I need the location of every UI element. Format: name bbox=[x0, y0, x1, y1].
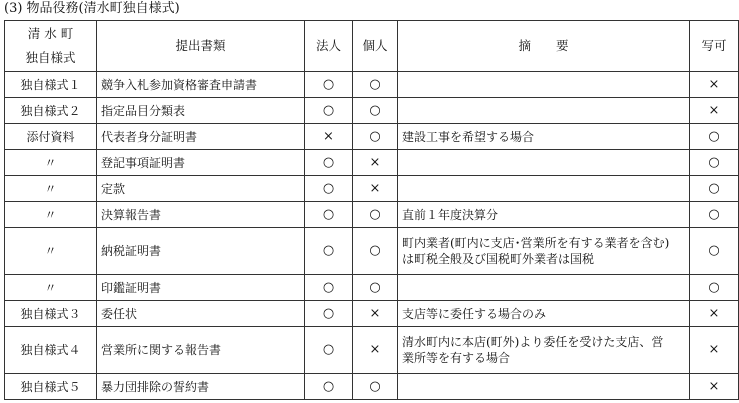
cell-corporation: ○ bbox=[305, 150, 353, 176]
cell-corporation: ○ bbox=[305, 176, 353, 202]
table-row bbox=[5, 72, 739, 98]
cell-remarks bbox=[398, 176, 690, 202]
cell-individual: ○ bbox=[353, 98, 398, 124]
cell-form: 独自様式２ bbox=[5, 98, 97, 124]
cell-form: 〃 bbox=[5, 176, 97, 202]
remarks-line: 清水町内に本店(町外)より委任を受けた支店、営 bbox=[402, 335, 664, 349]
cell-corporation: ○ bbox=[305, 72, 353, 98]
cell-corporation: × bbox=[305, 124, 353, 150]
remarks-line: 支店等に委任する場合のみ bbox=[402, 306, 547, 321]
header-copy: 写可 bbox=[690, 21, 739, 72]
cell-corporation: ○ bbox=[305, 275, 353, 301]
table-row bbox=[5, 301, 739, 327]
cell-document: 代表者身分証明書 bbox=[97, 124, 305, 150]
cell-individual: × bbox=[353, 150, 398, 176]
cell-copy: ○ bbox=[690, 202, 739, 228]
cell-remarks bbox=[398, 228, 690, 275]
cell-form: 独自様式１ bbox=[5, 72, 97, 98]
header-form-line2: 独自様式 bbox=[25, 50, 76, 65]
table-row bbox=[5, 176, 739, 202]
remarks-line: 町内業者(町内に支店･営業所を有する業者を含む) bbox=[402, 236, 670, 250]
cell-document: 競争入札参加資格審査申請書 bbox=[97, 72, 305, 98]
cell-form: 添付資料 bbox=[5, 124, 97, 150]
cell-individual: ○ bbox=[353, 228, 398, 275]
cell-individual: ○ bbox=[353, 202, 398, 228]
cell-document: 登記事項証明書 bbox=[97, 150, 305, 176]
cell-corporation: ○ bbox=[305, 228, 353, 275]
remarks-line: 業所等を有する場合 bbox=[402, 351, 511, 365]
cell-document: 納税証明書 bbox=[97, 228, 305, 275]
table-row bbox=[5, 228, 739, 275]
cell-individual: × bbox=[353, 327, 398, 374]
table-row bbox=[5, 124, 739, 150]
cell-form: 〃 bbox=[5, 202, 97, 228]
cell-corporation: ○ bbox=[305, 374, 353, 400]
header-individual: 個人 bbox=[353, 21, 398, 72]
cell-document: 指定品目分類表 bbox=[97, 98, 305, 124]
cell-individual: × bbox=[353, 176, 398, 202]
cell-remarks bbox=[398, 72, 690, 98]
cell-copy: × bbox=[690, 327, 739, 374]
cell-document: 印鑑証明書 bbox=[97, 275, 305, 301]
cell-individual: ○ bbox=[353, 374, 398, 400]
header-corporation: 法人 bbox=[305, 21, 353, 72]
cell-remarks bbox=[398, 124, 690, 150]
cell-copy: ○ bbox=[690, 176, 739, 202]
cell-remarks bbox=[398, 301, 690, 327]
cell-individual: ○ bbox=[353, 72, 398, 98]
remarks-line: 直前１年度決算分 bbox=[402, 207, 499, 222]
table-row bbox=[5, 98, 739, 124]
cell-individual: ○ bbox=[353, 124, 398, 150]
header-remarks: 摘 要 bbox=[398, 21, 690, 72]
cell-corporation: ○ bbox=[305, 202, 353, 228]
cell-remarks bbox=[398, 275, 690, 301]
cell-copy: × bbox=[690, 374, 739, 400]
cell-copy: ○ bbox=[690, 275, 739, 301]
section-title: (3) 物品役務(清水町独自様式) bbox=[4, 1, 180, 16]
table-row bbox=[5, 275, 739, 301]
cell-form: 独自様式４ bbox=[5, 327, 97, 374]
cell-remarks bbox=[398, 98, 690, 124]
cell-copy: × bbox=[690, 72, 739, 98]
cell-form: 〃 bbox=[5, 275, 97, 301]
cell-copy: × bbox=[690, 301, 739, 327]
cell-copy: ○ bbox=[690, 150, 739, 176]
table-row bbox=[5, 374, 739, 400]
table-row bbox=[5, 327, 739, 374]
table-row bbox=[5, 202, 739, 228]
cell-copy: ○ bbox=[690, 124, 739, 150]
header-documents: 提出書類 bbox=[97, 21, 305, 72]
cell-corporation: ○ bbox=[305, 301, 353, 327]
cell-individual: × bbox=[353, 301, 398, 327]
cell-document: 定款 bbox=[97, 176, 305, 202]
header-form-line1: 清 水 町 bbox=[27, 26, 74, 41]
cell-copy: × bbox=[690, 98, 739, 124]
table-header-row bbox=[5, 21, 739, 72]
remarks-line: は町税全般及び国税町外業者は国税 bbox=[402, 252, 595, 266]
submission-documents-table bbox=[4, 20, 739, 400]
cell-copy: ○ bbox=[690, 228, 739, 275]
cell-corporation: ○ bbox=[305, 98, 353, 124]
cell-form: 独自様式３ bbox=[5, 301, 97, 327]
cell-corporation: ○ bbox=[305, 327, 353, 374]
cell-remarks bbox=[398, 202, 690, 228]
cell-document: 委任状 bbox=[97, 301, 305, 327]
remarks-line: 建設工事を希望する場合 bbox=[402, 129, 535, 144]
cell-remarks bbox=[398, 374, 690, 400]
cell-individual: ○ bbox=[353, 275, 398, 301]
cell-remarks bbox=[398, 150, 690, 176]
cell-document: 暴力団排除の誓約書 bbox=[97, 374, 305, 400]
cell-form: 〃 bbox=[5, 228, 97, 275]
cell-document: 営業所に関する報告書 bbox=[97, 327, 305, 374]
cell-document: 決算報告書 bbox=[97, 202, 305, 228]
cell-form: 〃 bbox=[5, 150, 97, 176]
table-row bbox=[5, 150, 739, 176]
cell-remarks bbox=[398, 327, 690, 374]
header-form bbox=[5, 21, 97, 72]
cell-form: 独自様式５ bbox=[5, 374, 97, 400]
